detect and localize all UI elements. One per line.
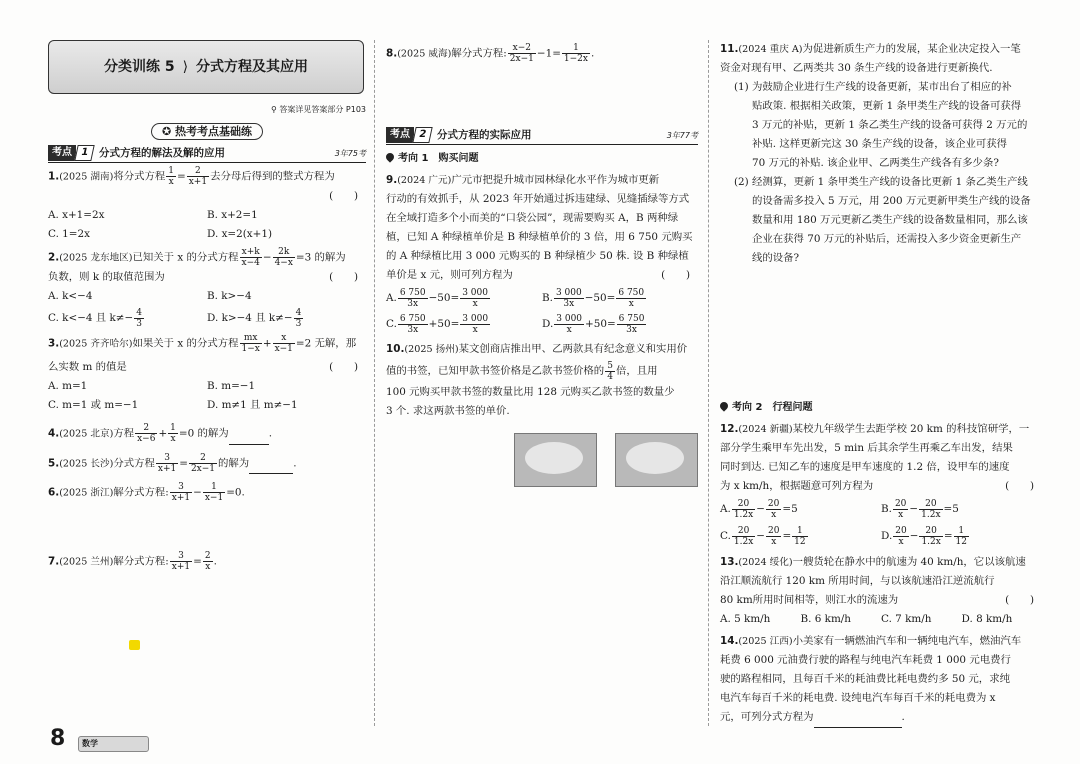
question-10: 10.(2025 扬州)某文创商店推出甲、乙两款具有纪念意义和实用价 值的书签，已知甲款书签价格是乙款书签价格的 $\frac{5}{4}$ 倍，且用 100 元购买甲款书签的数量比用 128 元购买乙款书签的数量少 3 个. 求这两款书签的单价.	[386, 340, 698, 487]
option-c[interactable]: C. k<−4 且 k≠− $\frac{4}{3}$	[48, 307, 142, 329]
bookmark-a-image	[514, 433, 597, 487]
answer-blank[interactable]	[229, 425, 269, 445]
kaodian-count: 3年77考	[666, 130, 698, 140]
kaodian-2-header	[386, 126, 698, 145]
location-pin-icon	[384, 151, 395, 162]
page-number: 8	[50, 726, 66, 751]
column-divider-1	[374, 40, 375, 726]
option-b[interactable]: B. 6 km/h	[800, 613, 851, 625]
option-d[interactable]: D. 8 km/h	[961, 613, 1013, 625]
option-a[interactable]: A. m=1	[48, 380, 88, 392]
option-c[interactable]: C. 1=2x	[48, 228, 90, 240]
options	[720, 496, 1042, 550]
option-b[interactable]: B. $\frac{3 000}{3x}$ −50= $\frac{6 750}{x}$	[542, 287, 645, 309]
hot-banner: ✪ 热考考点基础练	[48, 122, 366, 140]
option-a[interactable]: A. $\frac{20}{1.2x}$ − $\frac{20}{x}$ =5	[720, 498, 798, 520]
option-d[interactable]: D. m≠1 且 m≠−1	[207, 399, 298, 411]
answer-paren[interactable]: ( )	[1005, 594, 1034, 606]
option-a[interactable]: A. x+1=2x	[48, 209, 105, 221]
question-5: 5.(2025 长沙)分式方程 $\frac{3}{x+1}$ = $\frac{2}{2x-1}$ 的解为 .	[48, 452, 297, 474]
question-1: 1.(2025 湖南)将分式方程 $\frac{1}{x}$ = $\frac{2}{x+1}$ 去分母后得到的整式方程为 ( ) A. x+1=2x B. x+2=1 C. 1=2x D. x=2(x+1)	[48, 166, 366, 244]
bookmark-images	[514, 433, 698, 487]
option-b[interactable]: B. x+2=1	[207, 209, 258, 221]
option-a[interactable]: A. k<−4	[48, 290, 93, 302]
column-middle	[386, 40, 698, 487]
option-d[interactable]: D. x=2(x+1)	[207, 228, 273, 240]
kaodian-tag: 考点	[48, 145, 76, 161]
note-icon[interactable]	[129, 640, 140, 650]
brand-logo: 数学	[78, 736, 149, 752]
column-right	[720, 40, 1042, 728]
question-14: 14.(2025 江西)小美家有一辆燃油汽车和一辆纯电汽车，燃油汽车 耗费 6 000 元油费行驶的路程与纯电汽车耗费 1 000 元电费行 驶的路程相同，且每百千米的耗油费比耗电费约多 50 元，求纯 电汽车每百千米的耗电费. 设纯电汽车每百千米的耗电费为 x 元，可列分式方程为 .	[720, 632, 1042, 728]
section-title-separator: ⟩	[182, 58, 189, 75]
options	[386, 285, 698, 337]
answer-paren[interactable]: ( )	[329, 361, 358, 373]
option-b[interactable]: B. k>−4	[207, 290, 252, 302]
kaoxiang-1: 考向 1 购买问题	[386, 149, 698, 168]
option-a[interactable]: A. 5 km/h	[720, 613, 771, 625]
medal-icon: ✪	[161, 125, 176, 138]
kaodian-number: 2	[412, 127, 432, 143]
kaodian-title: 分式方程的实际应用	[436, 128, 532, 141]
option-d[interactable]: D. $\frac{3 000}{x}$ +50= $\frac{6 750}{3x}$	[542, 313, 645, 335]
section-title-left: 分类训练 5	[103, 58, 175, 75]
section-title-right: 分式方程及其应用	[196, 58, 309, 75]
answer-paren[interactable]: ( )	[661, 269, 690, 281]
location-pin-icon	[718, 400, 729, 411]
answer-paren[interactable]: ( )	[329, 190, 358, 202]
question-4: 4.(2025 北京)方程 $\frac{2}{x-6}$ + $\frac{1}{x}$ =0 的解为 .	[48, 423, 273, 444]
kaodian-number: 1	[74, 145, 94, 161]
question-11: 11.(2024 重庆 A)为促进新质生产力的发展，某企业决定投入一笔 资金对现有甲、乙两类共 30 条生产线的设备进行更新换代. (1) 为鼓励企业进行生产线的设备更新，某市出台了相应的补 贴政策. 根据相关政策，更新 1 条甲类生产线的设备可获得 3 万元的补贴，更新 1 条乙类生产线的设备可获得 2 万元的 补贴. 这样更新完这 30 条生产线的设备，该企业可获得 70 万元的补贴. 该企业甲、乙两类生产线各有多少条? (2) 经测算，更新 1 条甲类生产线的设备比更新 1 条乙类生产线 的设备需多投入 5 万元，用 200 万元更新甲类生产线的设备 数量和用 180 万元更新乙类生产线的设备数量相同，那么该 企业在获得 70 万元的补贴后，还需投入多少资金更新生产 线的设备?	[720, 43, 1031, 264]
option-c[interactable]: C. 7 km/h	[881, 613, 932, 625]
answer-reference: ⚲ 答案详见答案部分 P103	[270, 105, 366, 114]
question-12: 12.(2024 新疆)某校九年级学生去距学校 20 km 的科技馆研学，一 部分学生乘甲车先出发，5 min 后其余学生再乘乙车出发，结果 同时到达. 已知乙车的速度是甲车速度的 1.2 倍，设甲车的速度 为 x km/h，根据题意可列方程为 ( ) A. $\frac{20}{1.2x}$ − $\frac{20}{x}$ =5 B. $\frac{20}{x}$ − $\frac{20}{1.2x}$ =5 C. $\frac{20}{1.2x}$ − $\frac{20}{x}$ = $\frac{1}{12}$ D. $\frac{20}{x}$ − $\frac{20}{1.2x}$ = $\frac{1}{12}$	[720, 420, 1042, 550]
question-13: 13.(2024 绥化)一艘货轮在静水中的航速为 40 km/h，它以该航速 沿江顺流航行 120 km 所用时间，与以该航速沿江逆流航行 80 km所用时间相等，则江水的流速为 ( ) A. 5 km/h B. 6 km/h C. 7 km/h D. 8 km/h	[720, 553, 1042, 629]
answer-blank[interactable]	[249, 454, 293, 474]
column-left	[48, 40, 366, 572]
option-c[interactable]: C. m=1 或 m=−1	[48, 399, 139, 411]
kaodian-1-header	[48, 144, 366, 163]
options	[48, 377, 366, 415]
question-3: 3.(2025 齐齐哈尔)如果关于 x 的分式方程 $\frac{mx}{1-x}$ + $\frac{x}{x-1}$ =2 无解，那 么实数 m 的值是 ( ) A. m=1 B. m=−1 C. m=1 或 m=−1 D. m≠1 且 m≠−1	[48, 333, 366, 415]
answer-paren[interactable]: ( )	[329, 271, 358, 283]
question-9: 9.(2024 广元)广元市把提升城市园林绿化水平作为城市更新 行动的有效抓手，从 2023 年开始通过拆违建绿、见缝插绿等方式 在全域打造多个小而美的“口袋公园”，现需要购买 A，B 两种绿 植，已知 A 种绿植单价是 B 种绿植单价的 3 倍，用 6 750 元购买 的 A 种绿植比用 3 000 元购买的 B 种绿植少 50 株. 设 B 种绿植 单价是 x 元，则可列方程为 ( ) A. $\frac{6 750}{3x}$ −50= $\frac{3 000}{x}$ B. $\frac{3 000}{3x}$ −50= $\frac{6 750}{x}$ C. $\frac{6 750}{3x}$ +50= $\frac{3 000}{x}$ D. $\frac{3 000}{x}$ +50= $\frac{6 750}{3x}$	[386, 171, 698, 337]
option-c[interactable]: C. $\frac{6 750}{3x}$ +50= $\frac{3 000}{x}$	[386, 313, 489, 335]
answer-paren[interactable]: ( )	[1005, 480, 1034, 492]
option-b[interactable]: B. $\frac{20}{x}$ − $\frac{20}{1.2x}$ =5	[881, 498, 959, 520]
kaoxiang-2: 考向 2 行程问题	[720, 398, 1042, 417]
question-6: 6.(2025 浙江)解分式方程: $\frac{3}{x+1}$ − $\frac{1}{x-1}$ =0.	[48, 482, 245, 503]
search-icon: ⚲	[270, 105, 280, 114]
option-d[interactable]: D. $\frac{20}{x}$ − $\frac{20}{1.2x}$ = $\frac{1}{12}$	[881, 525, 967, 547]
kaodian-title: 分式方程的解法及解的应用	[98, 146, 225, 159]
column-divider-2	[708, 40, 709, 726]
option-d[interactable]: D. k>−4 且 k≠− $\frac{4}{3}$	[207, 307, 302, 329]
bookmark-b-image	[615, 433, 698, 487]
answer-blank[interactable]	[814, 708, 902, 728]
options	[48, 287, 366, 330]
kaodian-count: 3年75考	[334, 148, 366, 158]
question-2: 2.(2025 龙东地区)已知关于 x 的分式方程 $\frac{x+k}{x-4}$ − $\frac{2k}{4-x}$ =3 的解为 负数，则 k 的取值范围为 ( ) A. k<−4 B. k>−4 C. k<−4 且 k≠− $\frac{4}{3}$ D. k>−4 且 k≠− $\frac{4}{3}$	[48, 247, 366, 330]
kaodian-tag: 考点	[386, 127, 414, 143]
option-b[interactable]: B. m=−1	[207, 380, 256, 392]
section-title-box	[48, 40, 364, 94]
question-8: 8.(2025 威海)解分式方程: $\frac{x-2}{2x-1}$ −1= $\frac{1}{1-2x}$ .	[386, 43, 595, 64]
options	[720, 610, 1042, 629]
option-a[interactable]: A. $\frac{6 750}{3x}$ −50= $\frac{3 000}{x}$	[386, 287, 488, 309]
option-c[interactable]: C. $\frac{20}{1.2x}$ − $\frac{20}{x}$ = $\frac{1}{12}$	[720, 525, 806, 547]
question-7: 7.(2025 兰州)解分式方程: $\frac{3}{x+1}$ = $\frac{2}{x}$ .	[48, 551, 217, 572]
options	[48, 206, 366, 244]
